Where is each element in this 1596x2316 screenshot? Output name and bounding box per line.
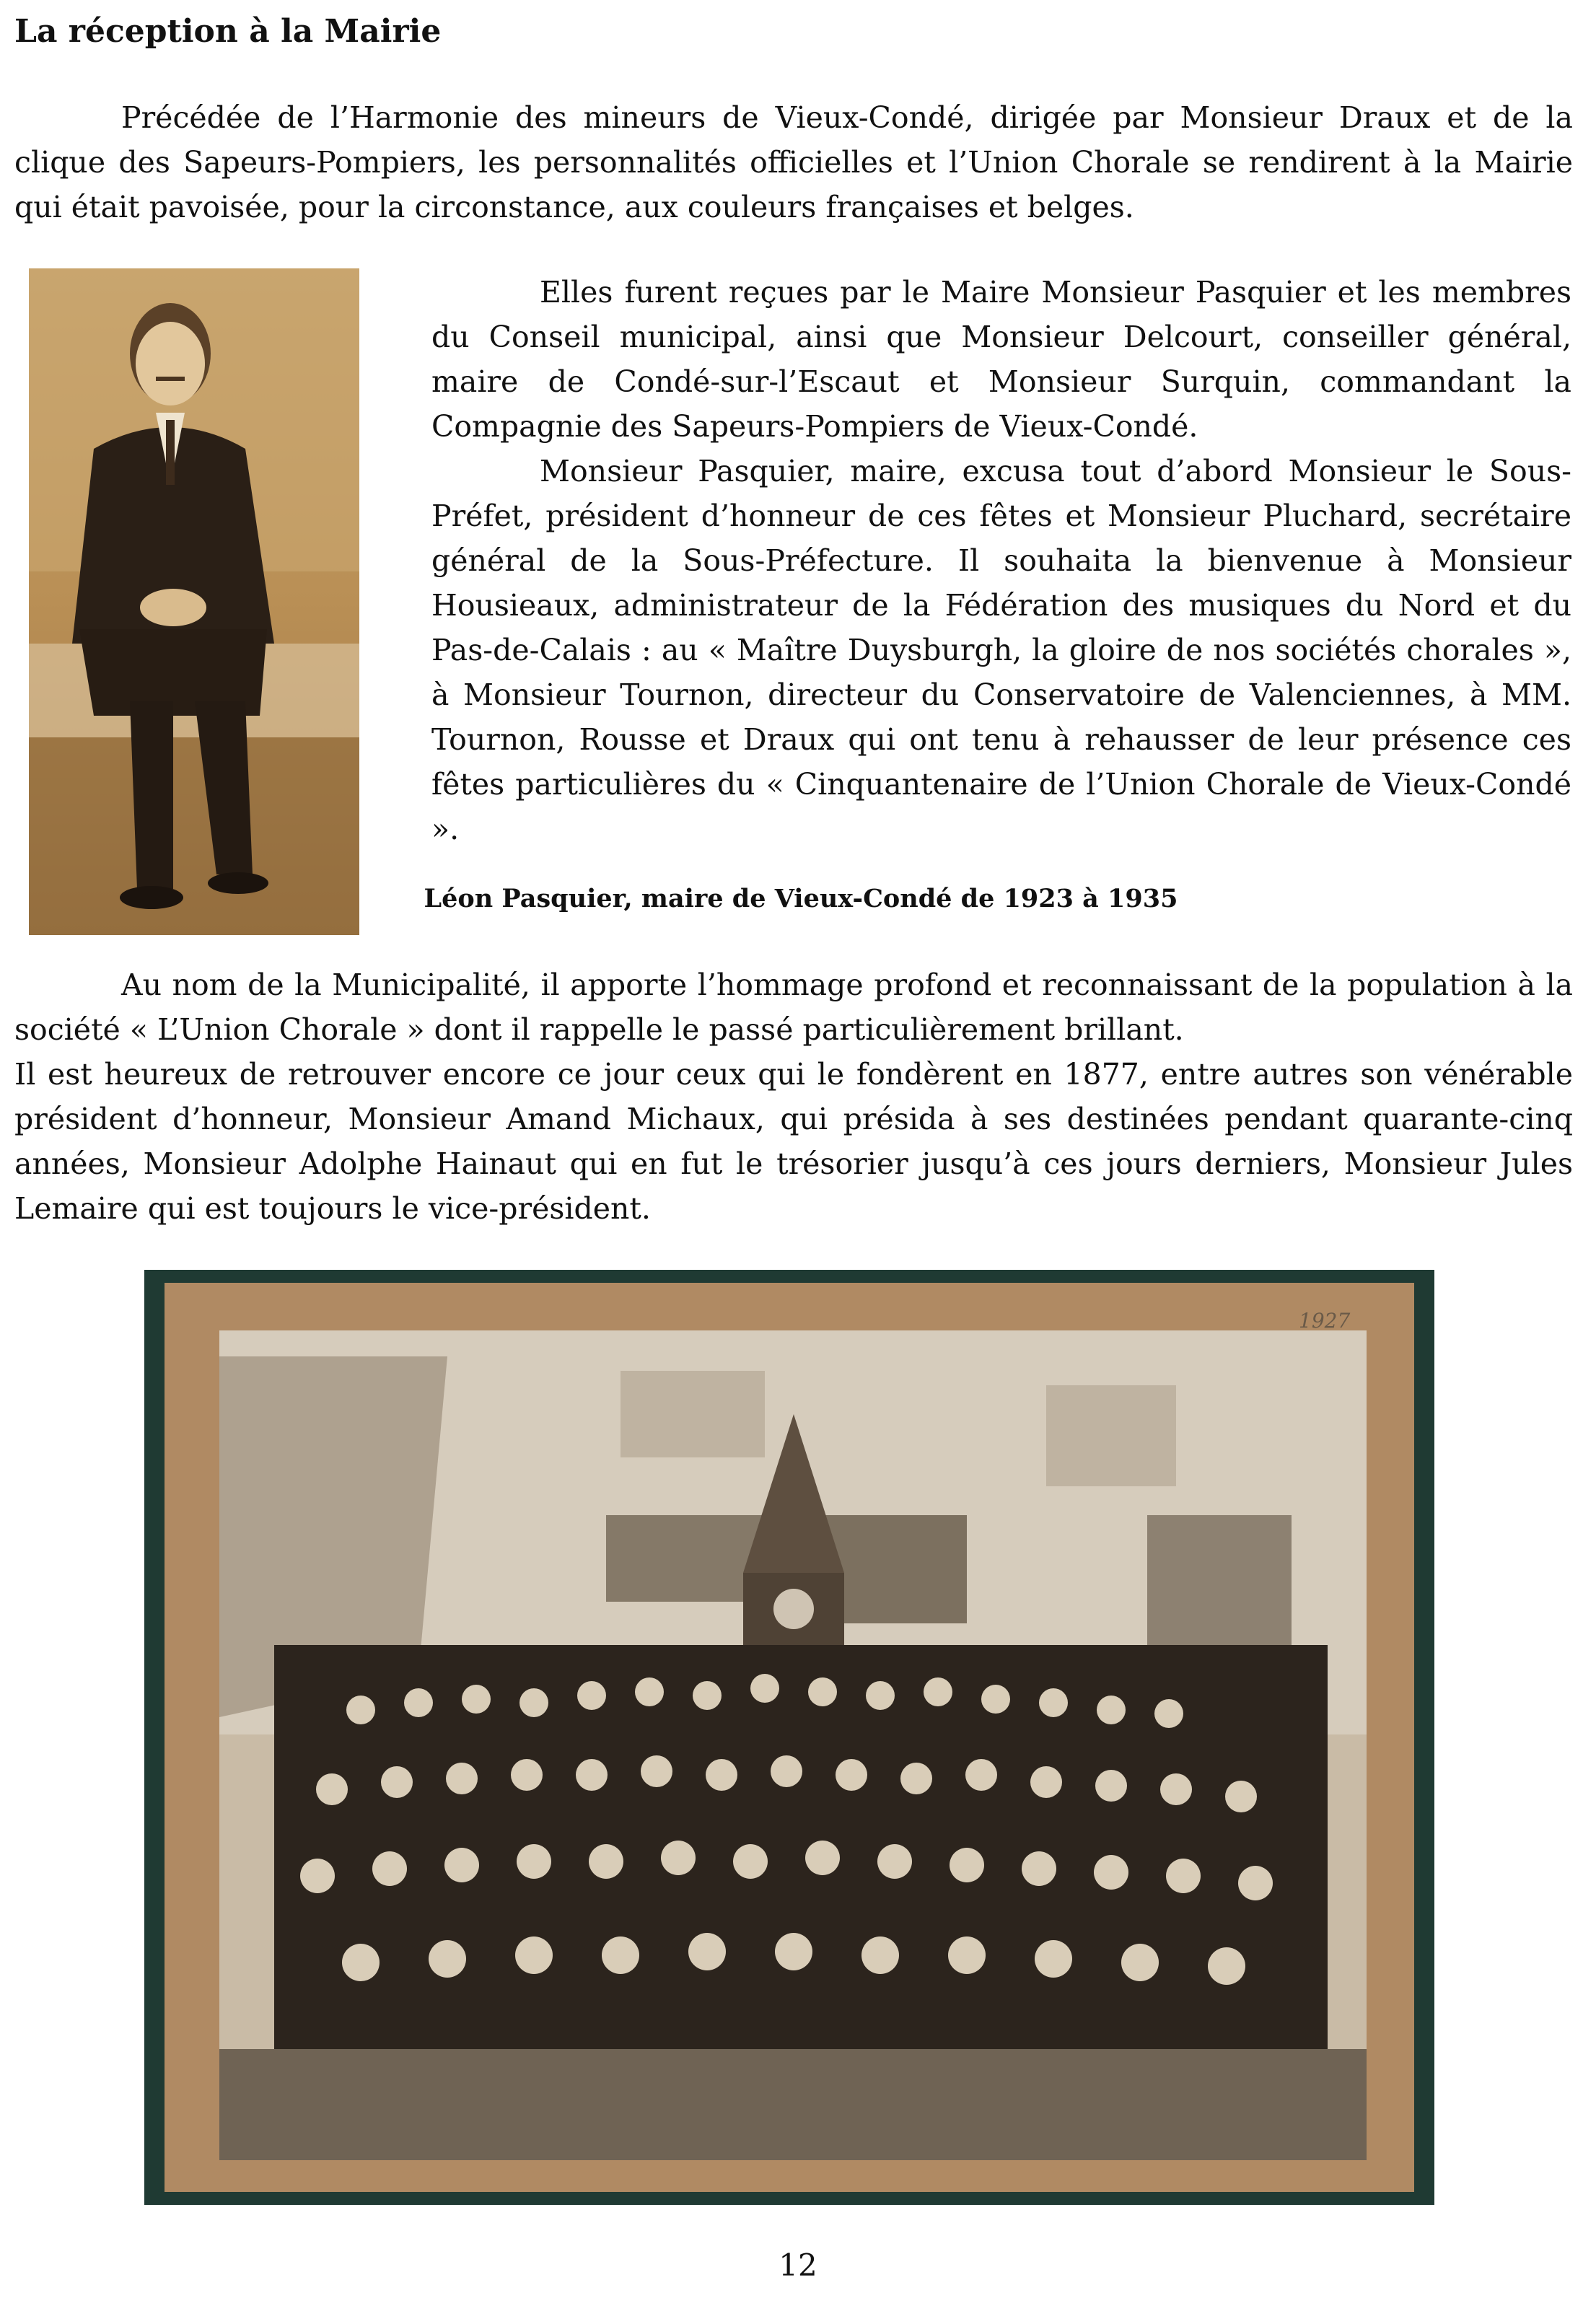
photo-handwritten-note: 1927	[1299, 1309, 1351, 1333]
portrait-caption: Léon Pasquier, maire de Vieux-Condé de 1923 à 1935	[424, 884, 1178, 913]
paragraph-tribute-block	[14, 962, 1573, 1231]
paragraph-intro: Précédée de l’Harmonie des mineurs de Vieux-Condé, dirigée par Monsieur Draux et de la clique des Sapeurs-Pompiers, les personnalités officielles et l’Union Chorale se rendirent à la Mairie qui était pavoisée, pour la circonstance, aux couleurs françaises et belges.	[14, 100, 1573, 224]
paragraph-tribute: Au nom de la Municipalité, il apporte l’hommage profond et reconnaissant de la population à la société « L’Union Chorale » dont il rappelle le passé particulièrement brillant.	[14, 968, 1573, 1047]
paragraph-welcome: Monsieur Pasquier, maire, excusa tout d’abord Monsieur le Sous-Préfet, président d’honneur de ces fêtes et Monsieur Pluchard, secrétaire général de la Sous-Préfecture. Il souhaita la bienvenue à Monsieur Housieaux, administrateur de la Fédération des musiques du Nord et du Pas-de-Calais : au « Maître Duysburgh, la gloire de nos sociétés chorales », à Monsieur Tournon, directeur du Conservatoire de Valenciennes, à MM. Tournon, Rousse et Draux qui ont tenu à rehausser de leur présence ces fêtes particulières du « Cinquantenaire de l’Union Chorale de Vieux-Condé ».	[431, 454, 1571, 846]
paragraph-founders: Il est heureux de retrouver encore ce jour ceux qui le fondèrent en 1877, entre autres son vénérable président d’honneur, Monsieur Amand Michaux, qui présida à ses destinées pendant quarante-cinq années, Monsieur Adolphe Hainaut qui en fut le trésorier jusqu’à ces jours derniers, Monsieur Jules Lemaire qui est toujours le vice-président.	[14, 1057, 1573, 1226]
paragraph-received: Elles furent reçues par le Maire Monsieur Pasquier et les membres du Conseil municipal, ainsi que Monsieur Delcourt, conseiller général, maire de Condé-sur-l’Escaut et Monsieur Surquin, commandant la Compagnie des Sapeurs-Pompiers de Vieux-Condé.	[431, 275, 1571, 444]
portrait-illustration	[29, 268, 359, 935]
page-number: 12	[779, 2247, 817, 2283]
section-heading: La réception à la Mairie	[14, 13, 442, 50]
paragraph-reception	[431, 270, 1571, 851]
portrait-photo	[29, 268, 359, 935]
group-photo	[144, 1270, 1434, 2205]
group-photo-illustration	[144, 1270, 1434, 2205]
